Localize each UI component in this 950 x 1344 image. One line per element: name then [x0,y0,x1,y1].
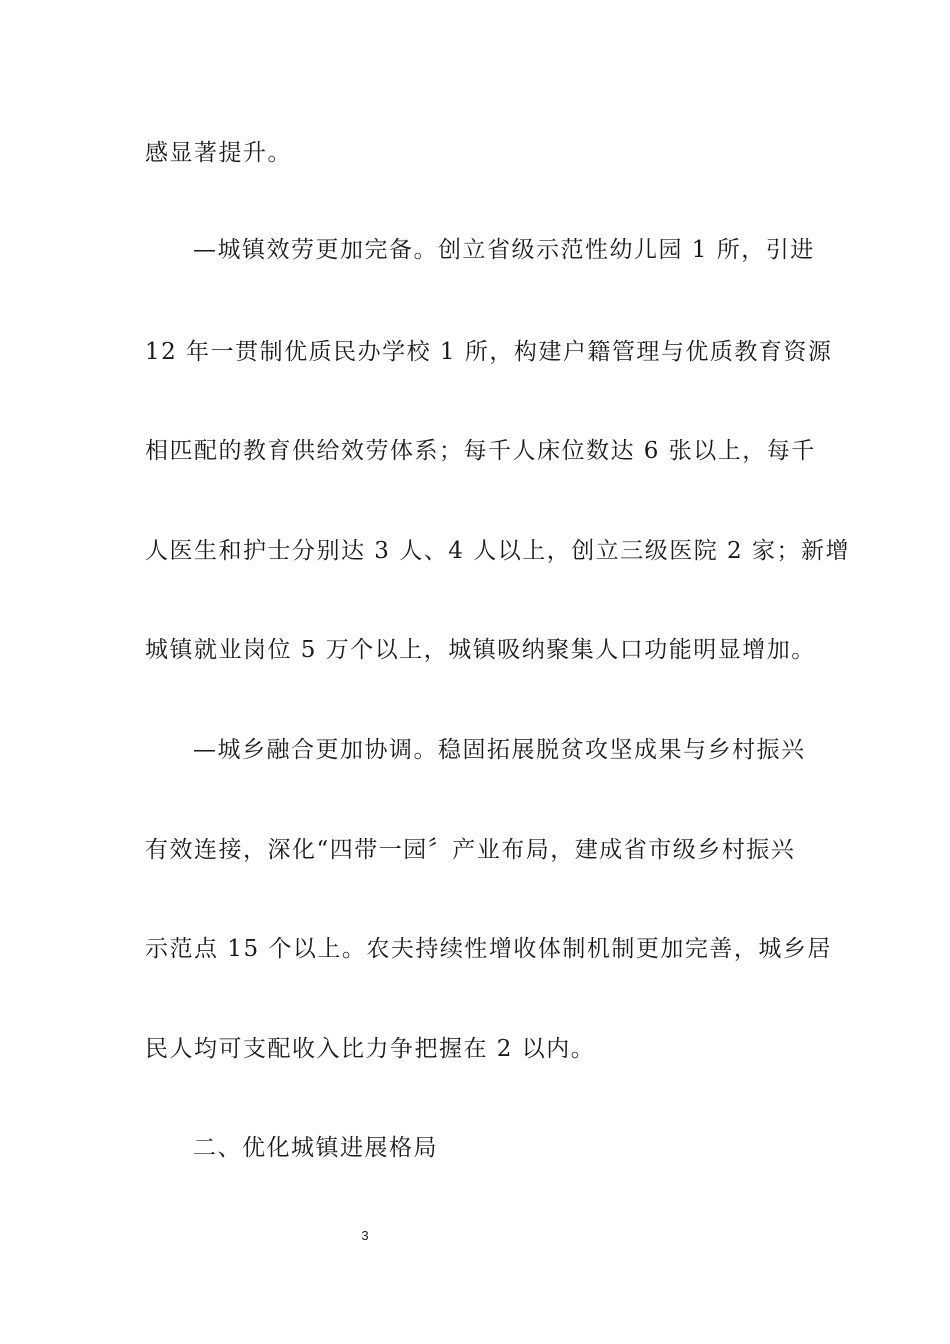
text-line: 人医生和护士分别达 3 人、4 人以上，创立三级医院 2 家；新增 [145,538,850,564]
text-line: 示范点 15 个以上。农夫持续性增收体制机制更加完善，城乡居 [145,936,832,962]
text-line: —城乡融合更加协调。稳固拓展脱贫攻坚成果与乡村振兴 [193,737,806,763]
text-line: 12 年一贯制优质民办学校 1 所，构建户籍管理与优质教育资源 [145,339,833,365]
text-line: 相匹配的教育供给效劳体系；每千人床位数达 6 张以上，每千 [145,438,816,464]
text-line: 城镇就业岗位 5 万个以上，城镇吸纳聚集人口功能明显增加。 [145,637,816,663]
section-heading: 二、优化城镇进展格局 [193,1135,438,1161]
text-line: —城镇效劳更加完备。创立省级示范性幼儿园 1 所，引进 [193,237,815,263]
text-line: 有效连接，深化“四带一园〞产业布局，建成省市级乡村振兴 [145,837,796,863]
text-line: 民人均可支配收入比力争把握在 2 以内。 [145,1036,596,1062]
page-number: 3 [361,1228,369,1243]
text-line: 感显著提升。 [145,140,292,166]
